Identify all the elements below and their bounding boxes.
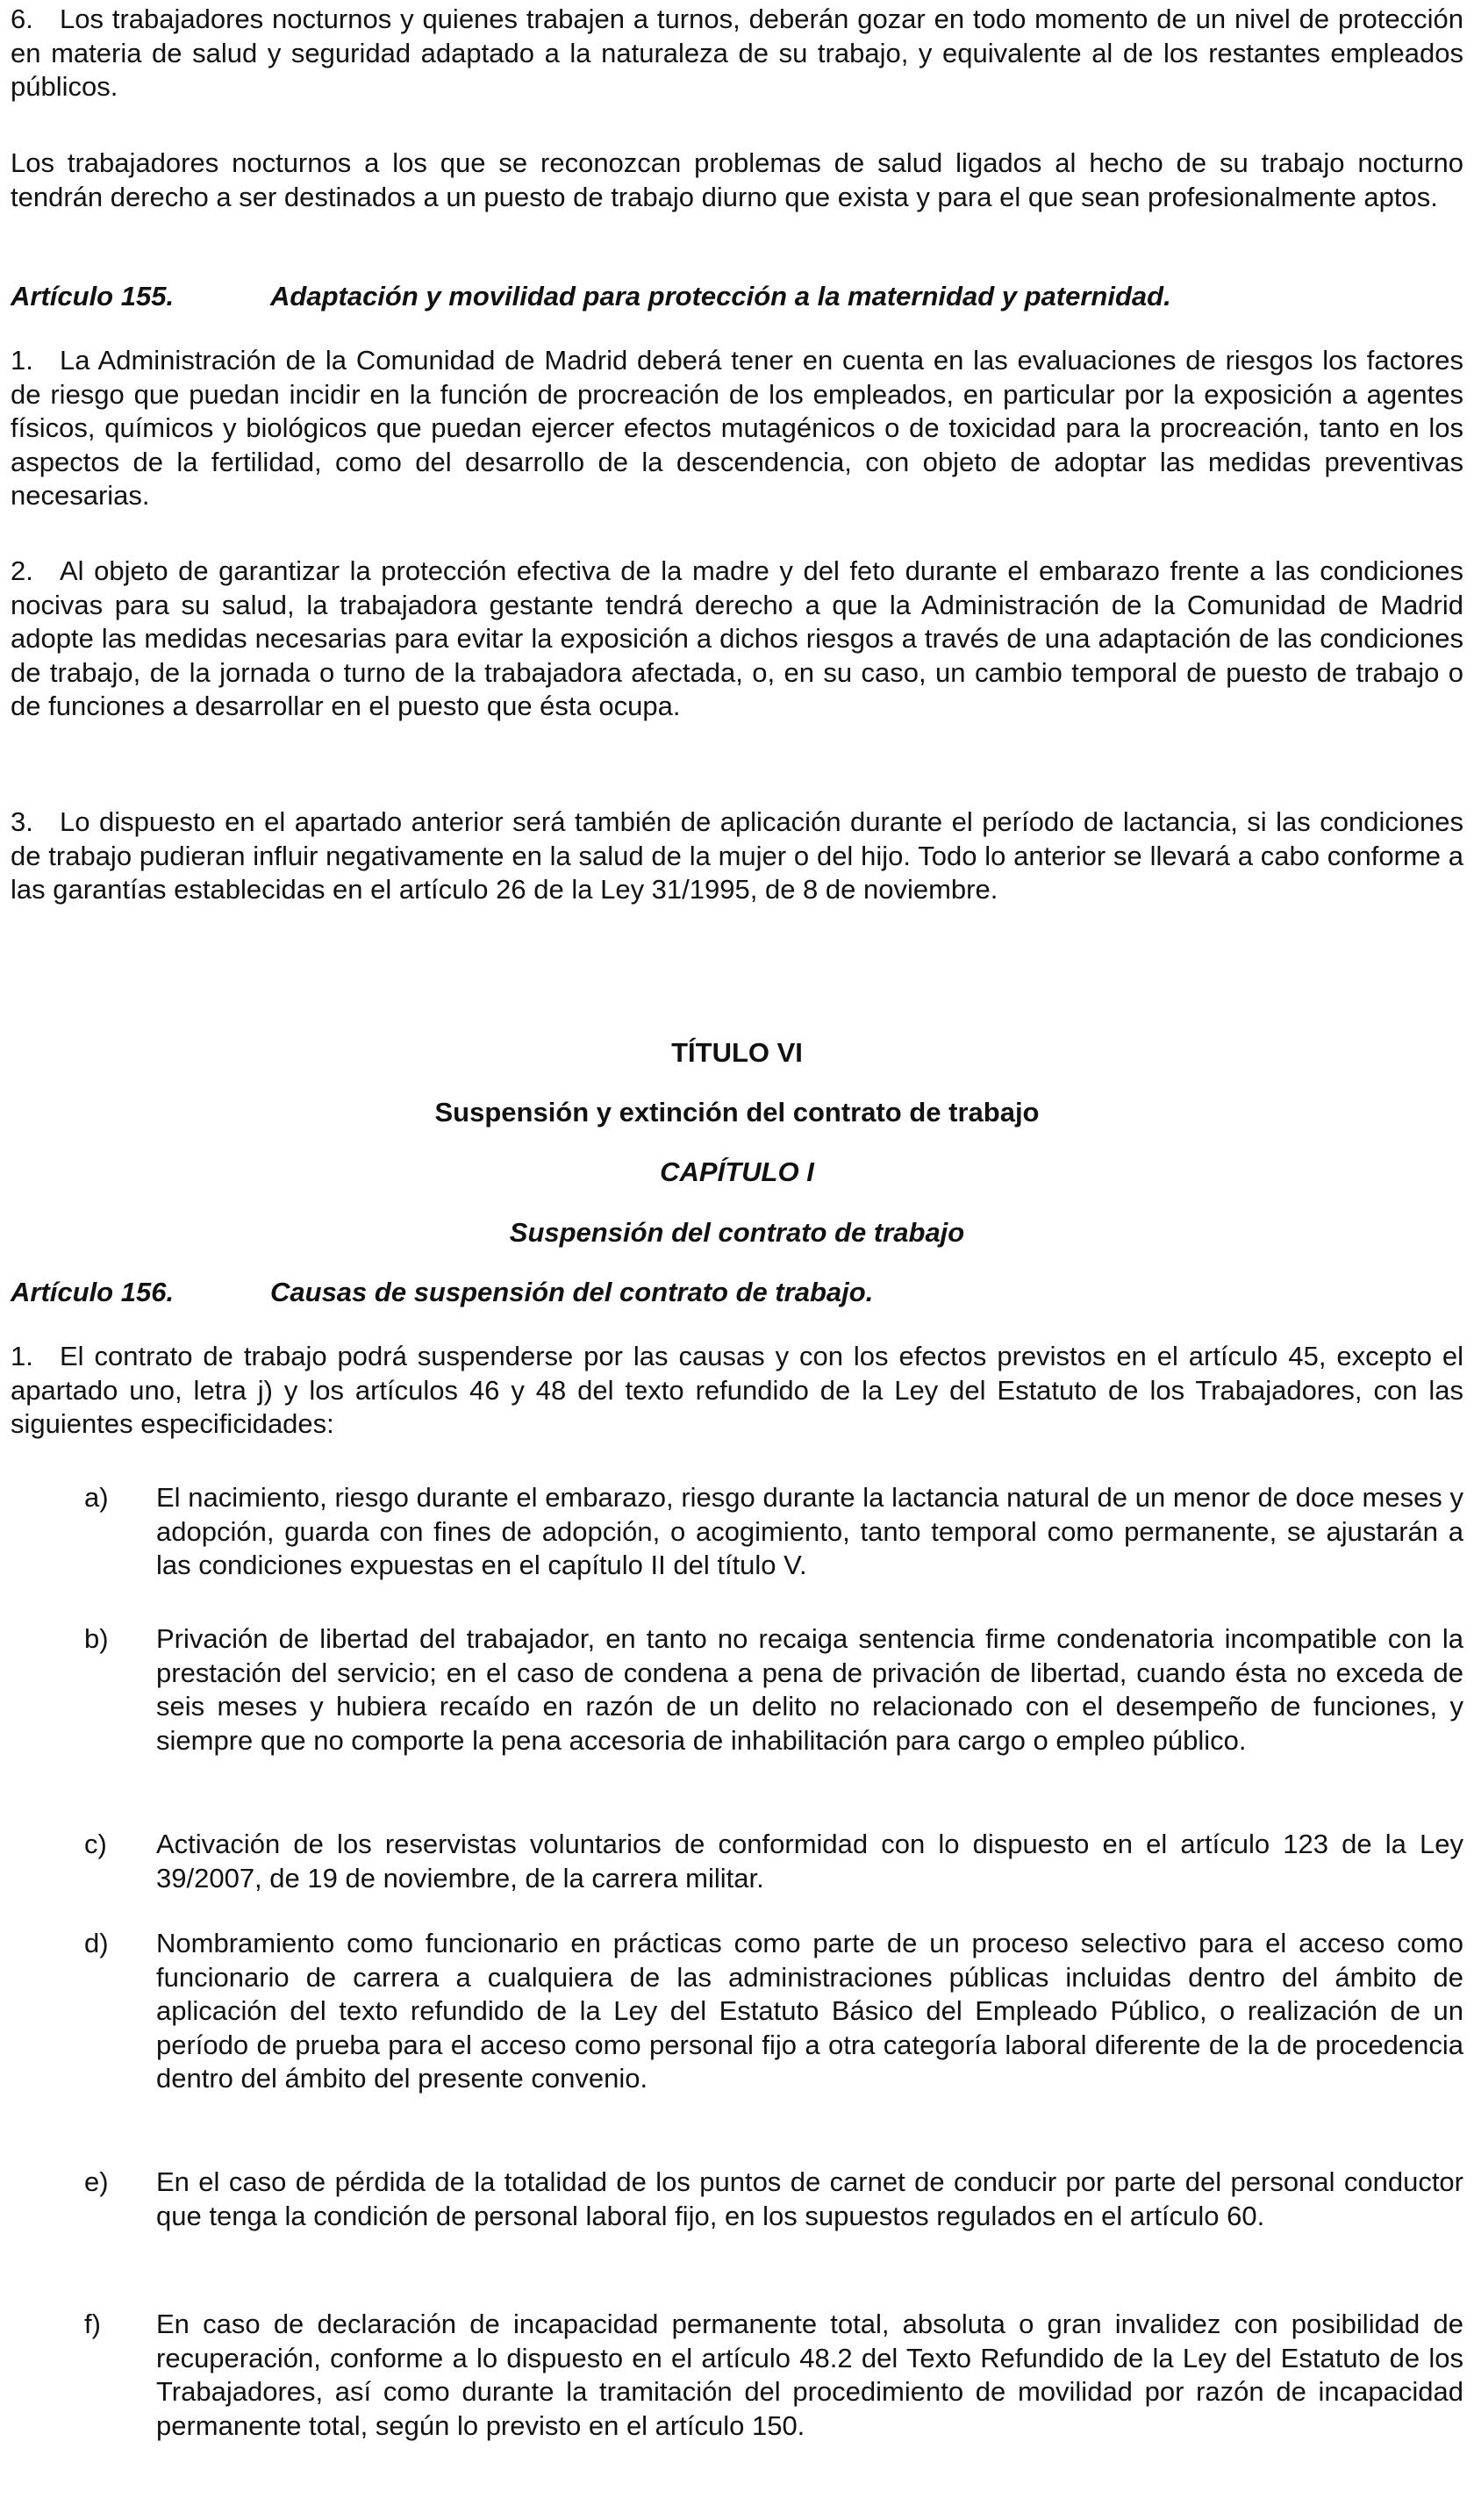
paragraph-text: El contrato de trabajo podrá suspenderse por las causas y con los efectos previstos en el artículo 45, excepto el apartado uno, letra j) y los artículos 46 y 48 del texto refundido de la Ley del Estatuto de los Trabajadores, con las siguientes especificidades:	[11, 1341, 1463, 1439]
paragraph-number: 1.	[11, 345, 33, 376]
list-item-text: Activación de los reservistas voluntarios de conformidad con lo dispuesto en el artículo 123 de la Ley 39/2007, de 19 de noviembre, de la carrera militar.	[156, 1829, 1463, 1894]
list-item	[11, 1828, 1463, 1895]
list-item-letter: a)	[84, 1482, 109, 1513]
article-number: Artículo 156.	[11, 1277, 175, 1307]
list-item-text: El nacimiento, riesgo durante el embarazo, riesgo durante la lactancia natural de un menor de doce meses y adopción, guarda con fines de adopción, o acogimiento, tanto temporal como permanente, se ajustarán a las condiciones expuestas en el capítulo II del título V.	[156, 1482, 1463, 1580]
list-item-text: Privación de libertad del trabajador, en tanto no recaiga sentencia firme condenatoria incompatible con la prestación del servicio; en el caso de condena a pena de privación de libertad, cuando ésta no exceda de seis meses y hubiera recaído en razón de un delito no relacionado con el desempeño de funciones, y siempre que no comporte la pena accesoria de inhabilitación para cargo o empleo público.	[156, 1623, 1463, 1756]
list-item	[11, 1927, 1463, 2096]
paragraph-6-continued	[11, 147, 1463, 214]
article-title: Causas de suspensión del contrato de trabajo.	[270, 1277, 874, 1307]
list-item-letter: c)	[84, 1829, 107, 1859]
article-156-heading	[11, 1275, 1463, 1310]
paragraph-text: La Administración de la Comunidad de Madrid deberá tener en cuenta en las evaluaciones de riesgos los factores de riesgo que puedan incidir en la función de procreación de los empleados, en particular por la exposición a agentes físicos, químicos y biológicos que puedan ejercer efectos mutagénicos o de toxicidad para la procreación, tanto en los aspectos de la fertilidad, como del desarrollo de la descendencia, con objeto de adoptar las medidas preventivas necesarias.	[11, 345, 1463, 511]
list-item-letter: b)	[84, 1623, 109, 1654]
article-155-paragraph-2	[11, 555, 1463, 724]
article-number: Artículo 155.	[11, 281, 175, 311]
paragraph-text: Los trabajadores nocturnos a los que se reconozcan problemas de salud ligados al hecho de su trabajo nocturno tendrán derecho a ser destinados a un puesto de trabajo diurno que exista y para el que sean profesionalmente aptos.	[11, 147, 1463, 212]
list-item-letter: f)	[84, 2309, 101, 2339]
paragraph-number: 3.	[11, 806, 33, 837]
paragraph-text: Lo dispuesto en el apartado anterior será también de aplicación durante el período de lactancia, si las condiciones de trabajo pudieran influir negativamente en la salud de la mujer o del hijo. Todo lo anterior se llevará a cabo conforme a las garantías establecidas en el artículo 26 de la Ley 31/1995, de 8 de noviembre.	[11, 806, 1463, 905]
list-item-letter: e)	[84, 2166, 109, 2197]
list-item	[11, 1622, 1463, 1758]
paragraph-number: 6.	[11, 4, 33, 34]
article-155-paragraph-3	[11, 805, 1463, 907]
list-item-letter: d)	[84, 1928, 109, 1958]
paragraph-text: Al objeto de garantizar la protección efectiva de la madre y del feto durante el embarazo frente a las condiciones nocivas para su salud, la trabajadora gestante tendrá derecho a que la Administración de la Comunidad de Madrid adopte las medidas necesarias para evitar la exposición a dichos riesgos a través de una adaptación de las condiciones de trabajo, de la jornada o turno de la trabajadora afectada, o, en su caso, un cambio temporal de puesto de trabajo o de funciones a desarrollar en el puesto que ésta ocupa.	[11, 555, 1463, 721]
capitulo-subtitle: Suspensión del contrato de trabajo	[509, 1217, 965, 1248]
paragraph-number: 1.	[11, 1341, 33, 1371]
list-item-text: En el caso de pérdida de la totalidad de los puntos de carnet de conducir por parte del personal conductor que tenga la condición de personal laboral fijo, en los supuestos regulados en el artículo 60.	[156, 2166, 1463, 2231]
article-156-paragraph-1	[11, 1340, 1463, 1442]
list-item-text: En caso de declaración de incapacidad permanente total, absoluta o gran invalidez con posibilidad de recuperación, conforme a lo dispuesto en el artículo 48.2 del Texto Refundido de la Ley del Estatuto de los Trabajadores, así como durante la tramitación del procedimiento de movilidad por razón de incapacidad permanente total, según lo previsto en el artículo 150.	[156, 2309, 1463, 2441]
article-155-paragraph-1	[11, 344, 1463, 513]
list-item	[11, 2308, 1463, 2443]
titulo-label: TÍTULO VI	[671, 1037, 803, 1068]
paragraph-text: Los trabajadores nocturnos y quienes trabajen a turnos, deberán gozar en todo momento de un nivel de protección en materia de salud y seguridad adaptado a la naturaleza de su trabajo, y equivalente al de los restantes empleados públicos.	[11, 4, 1463, 102]
article-155-heading	[11, 279, 1463, 314]
list-item	[11, 2166, 1463, 2233]
list-item	[11, 1481, 1463, 1583]
titulo-subtitle: Suspensión y extinción del contrato de trabajo	[434, 1097, 1040, 1128]
list-item-text: Nombramiento como funcionario en prácticas como parte de un proceso selectivo para el acceso como funcionario de carrera a cualquiera de las administraciones públicas incluidas dentro del ámbito de aplicación del texto refundido de la Ley del Estatuto Básico del Empleado Público, o realización de un período de prueba para el acceso como personal fijo a otra categoría laboral diferente de la de procedencia dentro del ámbito del presente convenio.	[156, 1928, 1463, 2094]
article-title: Adaptación y movilidad para protección a la maternidad y paternidad.	[270, 281, 1171, 311]
paragraph-6	[11, 3, 1463, 104]
capitulo-label: CAPÍTULO I	[660, 1156, 814, 1187]
paragraph-number: 2.	[11, 555, 33, 586]
